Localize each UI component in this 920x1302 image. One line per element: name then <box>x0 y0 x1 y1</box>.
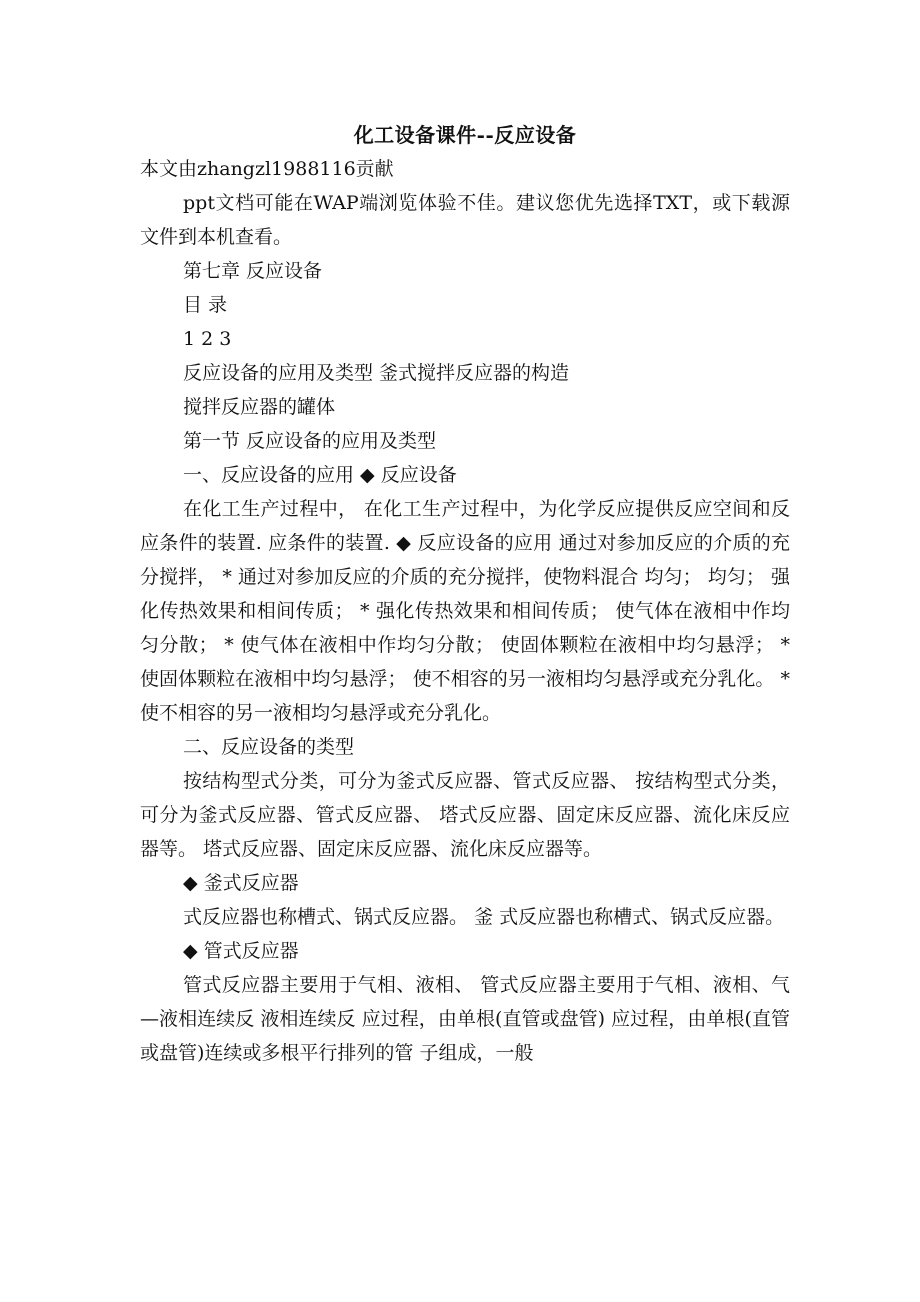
body-paragraph: 管式反应器主要用于气相、液相、 管式反应器主要用于气相、液相、气—液相连续反 液相连续反 应过程，由单根(直管或盘管) 应过程，由单根(直管或盘管)连续或多根平行排列的管 子组成，一般 <box>140 974 790 1064</box>
bullet-heading: ◆ 釜式反应器 <box>183 872 299 894</box>
body-paragraph: 按结构型式分类，可分为釜式反应器、管式反应器、 按结构型式分类，可分为釜式反应器、管式反应器、 塔式反应器、固定床反应器、流化床反应器等。 塔式反应器、固定床反应器、流化床反应器等。 <box>140 770 790 860</box>
subsection-heading: 二、反应设备的类型 <box>183 736 355 758</box>
chapter-heading: 第七章 反应设备 <box>183 260 323 282</box>
bullet-heading: ◆ 管式反应器 <box>183 940 299 962</box>
notice-paragraph: ppt文档可能在WAP端浏览体验不佳。建议您优先选择TXT，或下载源文件到本机查看。 <box>140 192 790 248</box>
section-heading: 第一节 反应设备的应用及类型 <box>183 430 437 452</box>
document-page <box>140 120 790 1070</box>
body-paragraph: 式反应器也称槽式、锅式反应器。 釜 式反应器也称槽式、锅式反应器。 <box>183 906 785 928</box>
body-paragraph: 在化工生产过程中， 在化工生产过程中，为化学反应提供反应空间和反 应条件的装置. 应条件的装置. ◆ 反应设备的应用 通过对参加反应的介质的充分搅拌， * 通过对参加反应的介质的充分搅拌，使物料混合 均匀； 均匀； 强化传热效果和相间传质； * 强化传热效果和相间传质； 使气体在液相中作均匀分散； * 使气体在液相中作均匀分散； 使固体颗粒在液相中均匀悬浮； * 使固体颗粒在液相中均匀悬浮； 使不相容的另一液相均匀悬浮或充分乳化。 * 使不相容的另一液相均匀悬浮或充分乳化。 <box>140 498 790 724</box>
subsection-heading: 一、反应设备的应用 ◆ 反应设备 <box>183 464 457 486</box>
contributor-line: 本文由zhangzl1988116贡献 <box>140 158 394 180</box>
toc-heading: 目 录 <box>183 294 228 316</box>
document-title: 化工设备课件--反应设备 <box>353 123 577 147</box>
toc-items: 反应设备的应用及类型 釜式搅拌反应器的构造 <box>183 362 570 384</box>
toc-numbers: 1 2 3 <box>183 328 232 350</box>
toc-item: 搅拌反应器的罐体 <box>183 396 336 418</box>
